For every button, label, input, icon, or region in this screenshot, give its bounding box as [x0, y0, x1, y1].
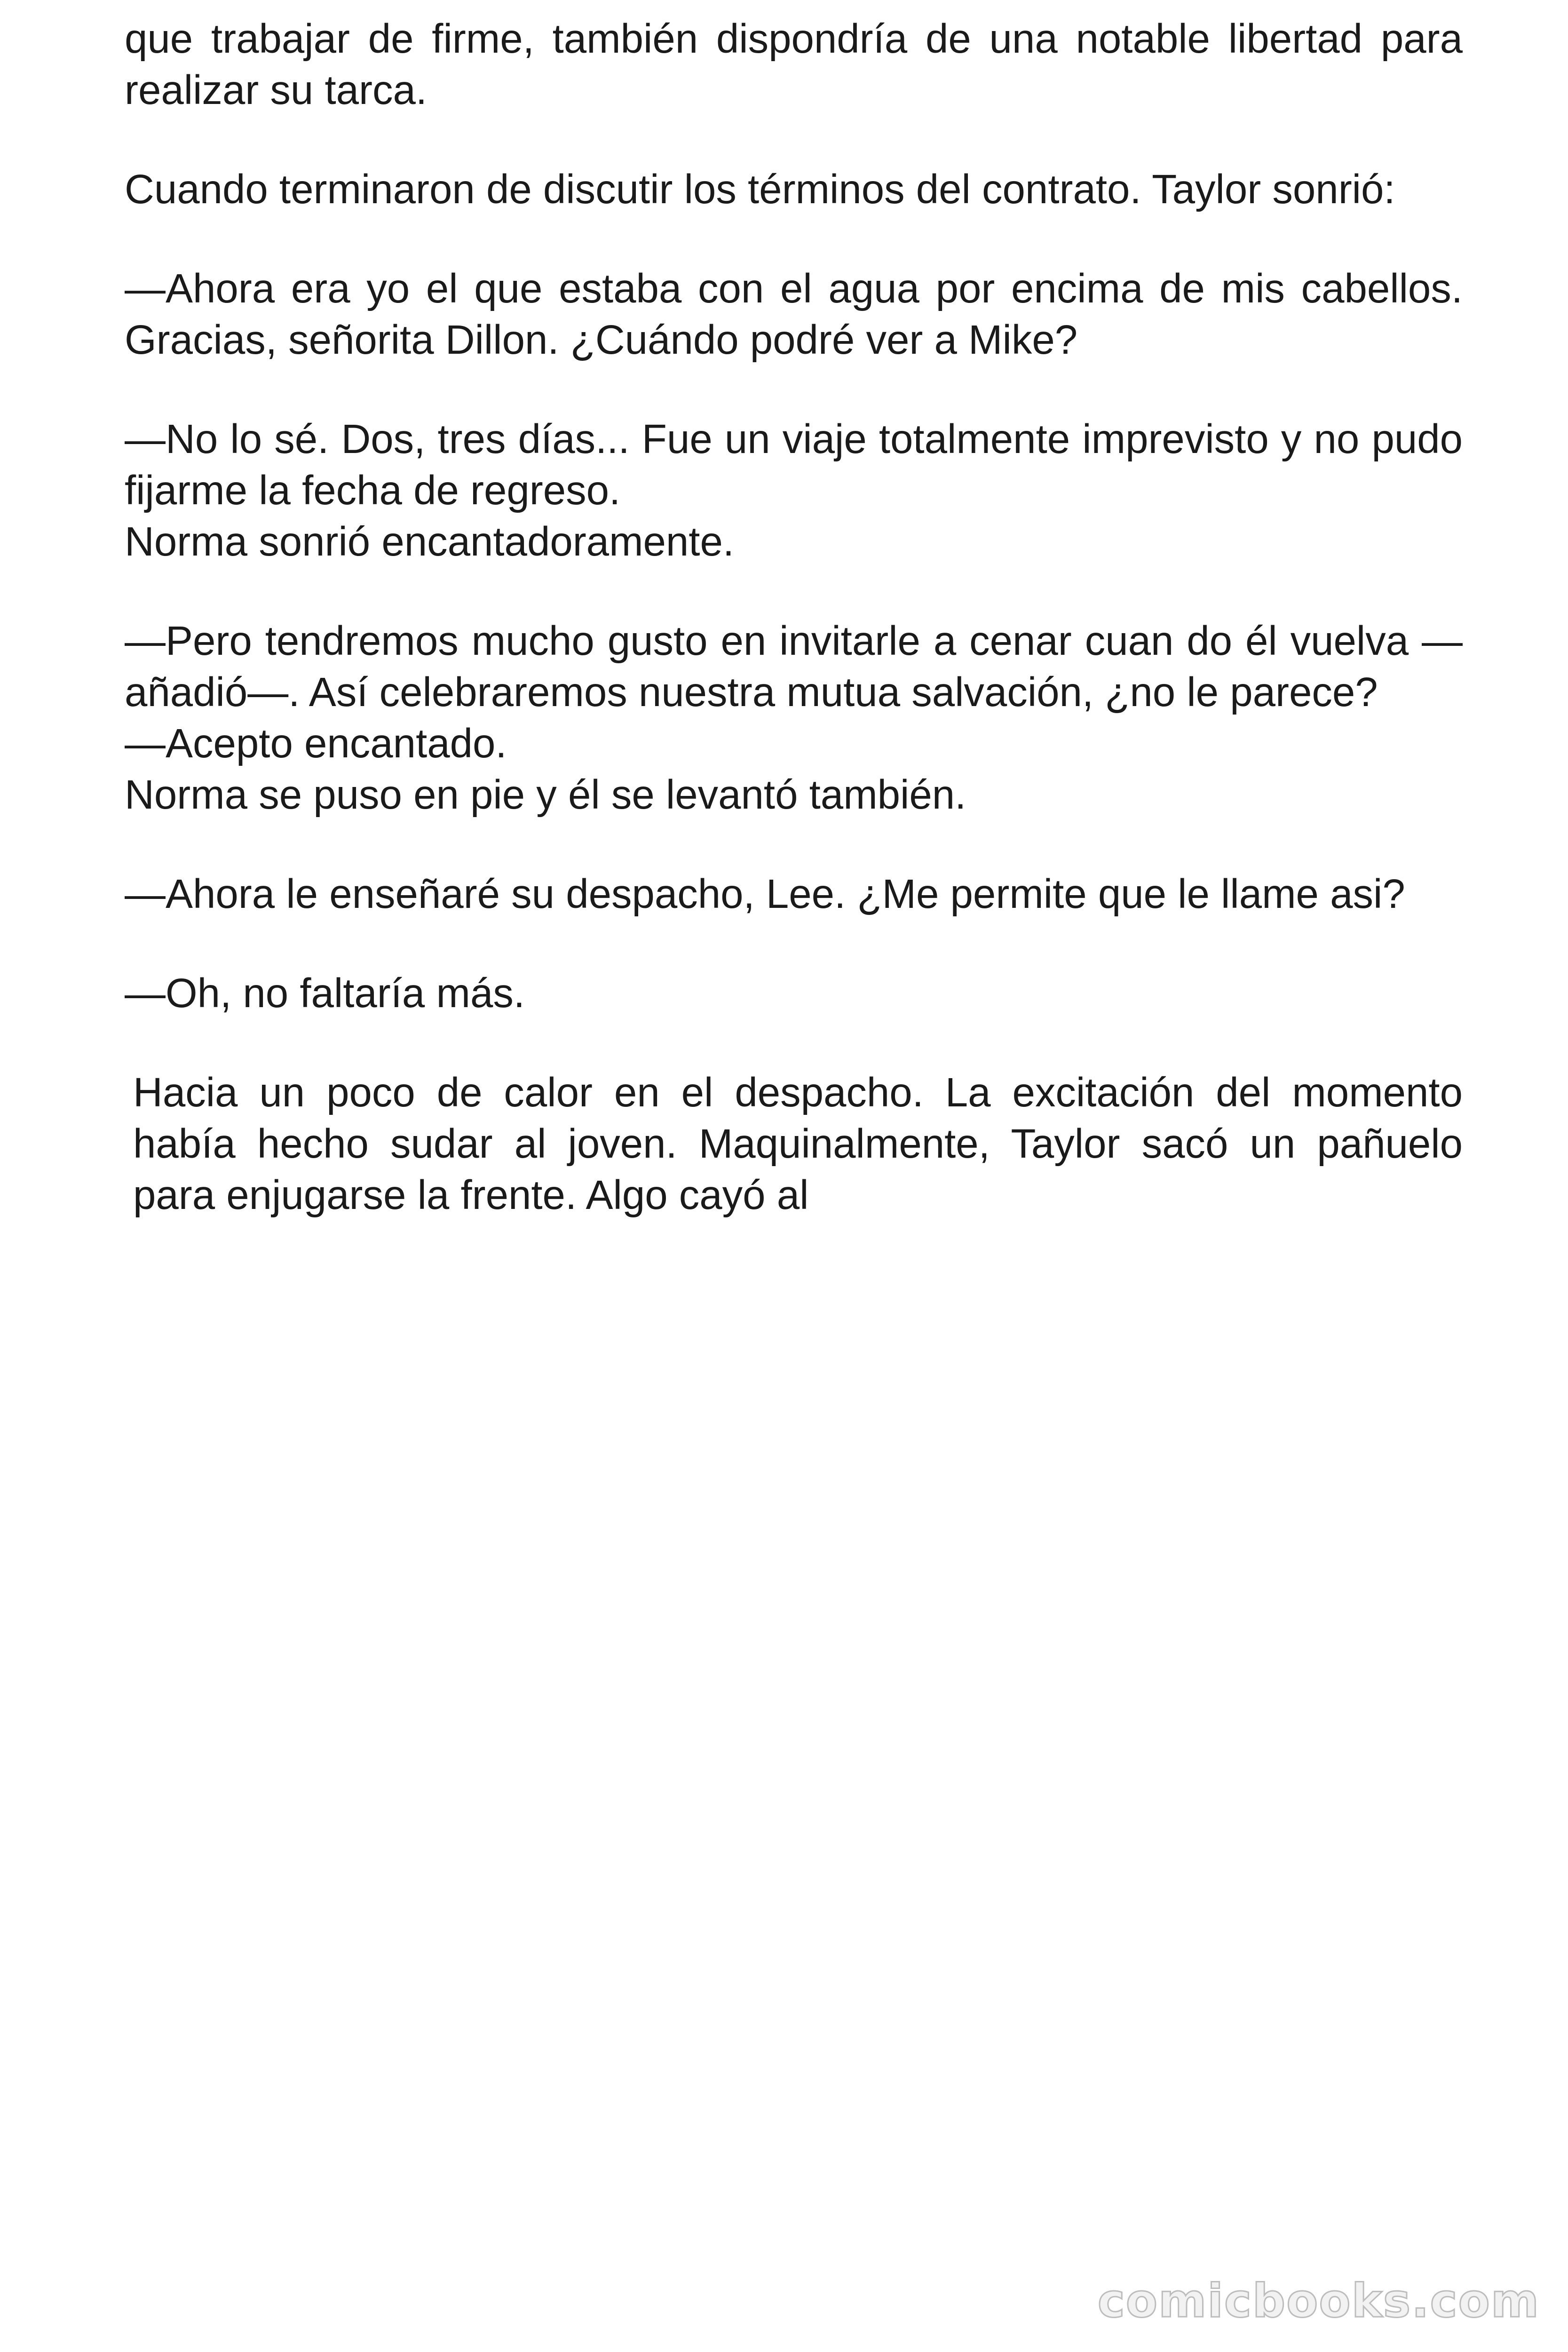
- paragraph: —Ahora le enseñaré su despacho, Lee. ¿Me permite que le llame asi?: [125, 871, 1405, 917]
- paragraph: —Oh, no faltaría más.: [125, 970, 525, 1016]
- paragraph: Norma sonrió encantadoramente.: [125, 519, 735, 564]
- paragraph: Cuando terminaron de discutir los términos del contrato. Taylor sonrió:: [125, 167, 1395, 212]
- paragraph: —No lo sé. Dos, tres días... Fue un viaje totalmente imprevisto y no pudo fijarme la fecha de regreso.: [125, 416, 1463, 513]
- watermark-logo: comicbooks.com: [1097, 2274, 1540, 2328]
- paragraph: que trabajar de firme, también dispondría de una notable libertad para realizar su tarca.: [125, 16, 1463, 113]
- paragraph: —Ahora era yo el que estaba con el agua por encima de mis cabellos. Gracias, señorita Dillon. ¿Cuándo podré ver a Mike?: [125, 266, 1463, 363]
- paragraph: —Acepto encantado.: [125, 721, 507, 766]
- paragraph: —Pero tendremos mucho gusto en invitarle a cenar cuan do él vuelva —añadió—. Así celebraremos nuestra mutua salvación, ¿no le parece?: [125, 618, 1463, 715]
- body-text: [125, 13, 1463, 1269]
- paragraph: Norma se puso en pie y él se levantó también.: [125, 772, 966, 818]
- paragraph: Hacia un poco de calor en el despacho. La excitación del momento había hecho sudar al joven. Maquinalmente, Taylor sacó un pañuelo para enjugarse la frente. Algo cayó al: [133, 1070, 1463, 1218]
